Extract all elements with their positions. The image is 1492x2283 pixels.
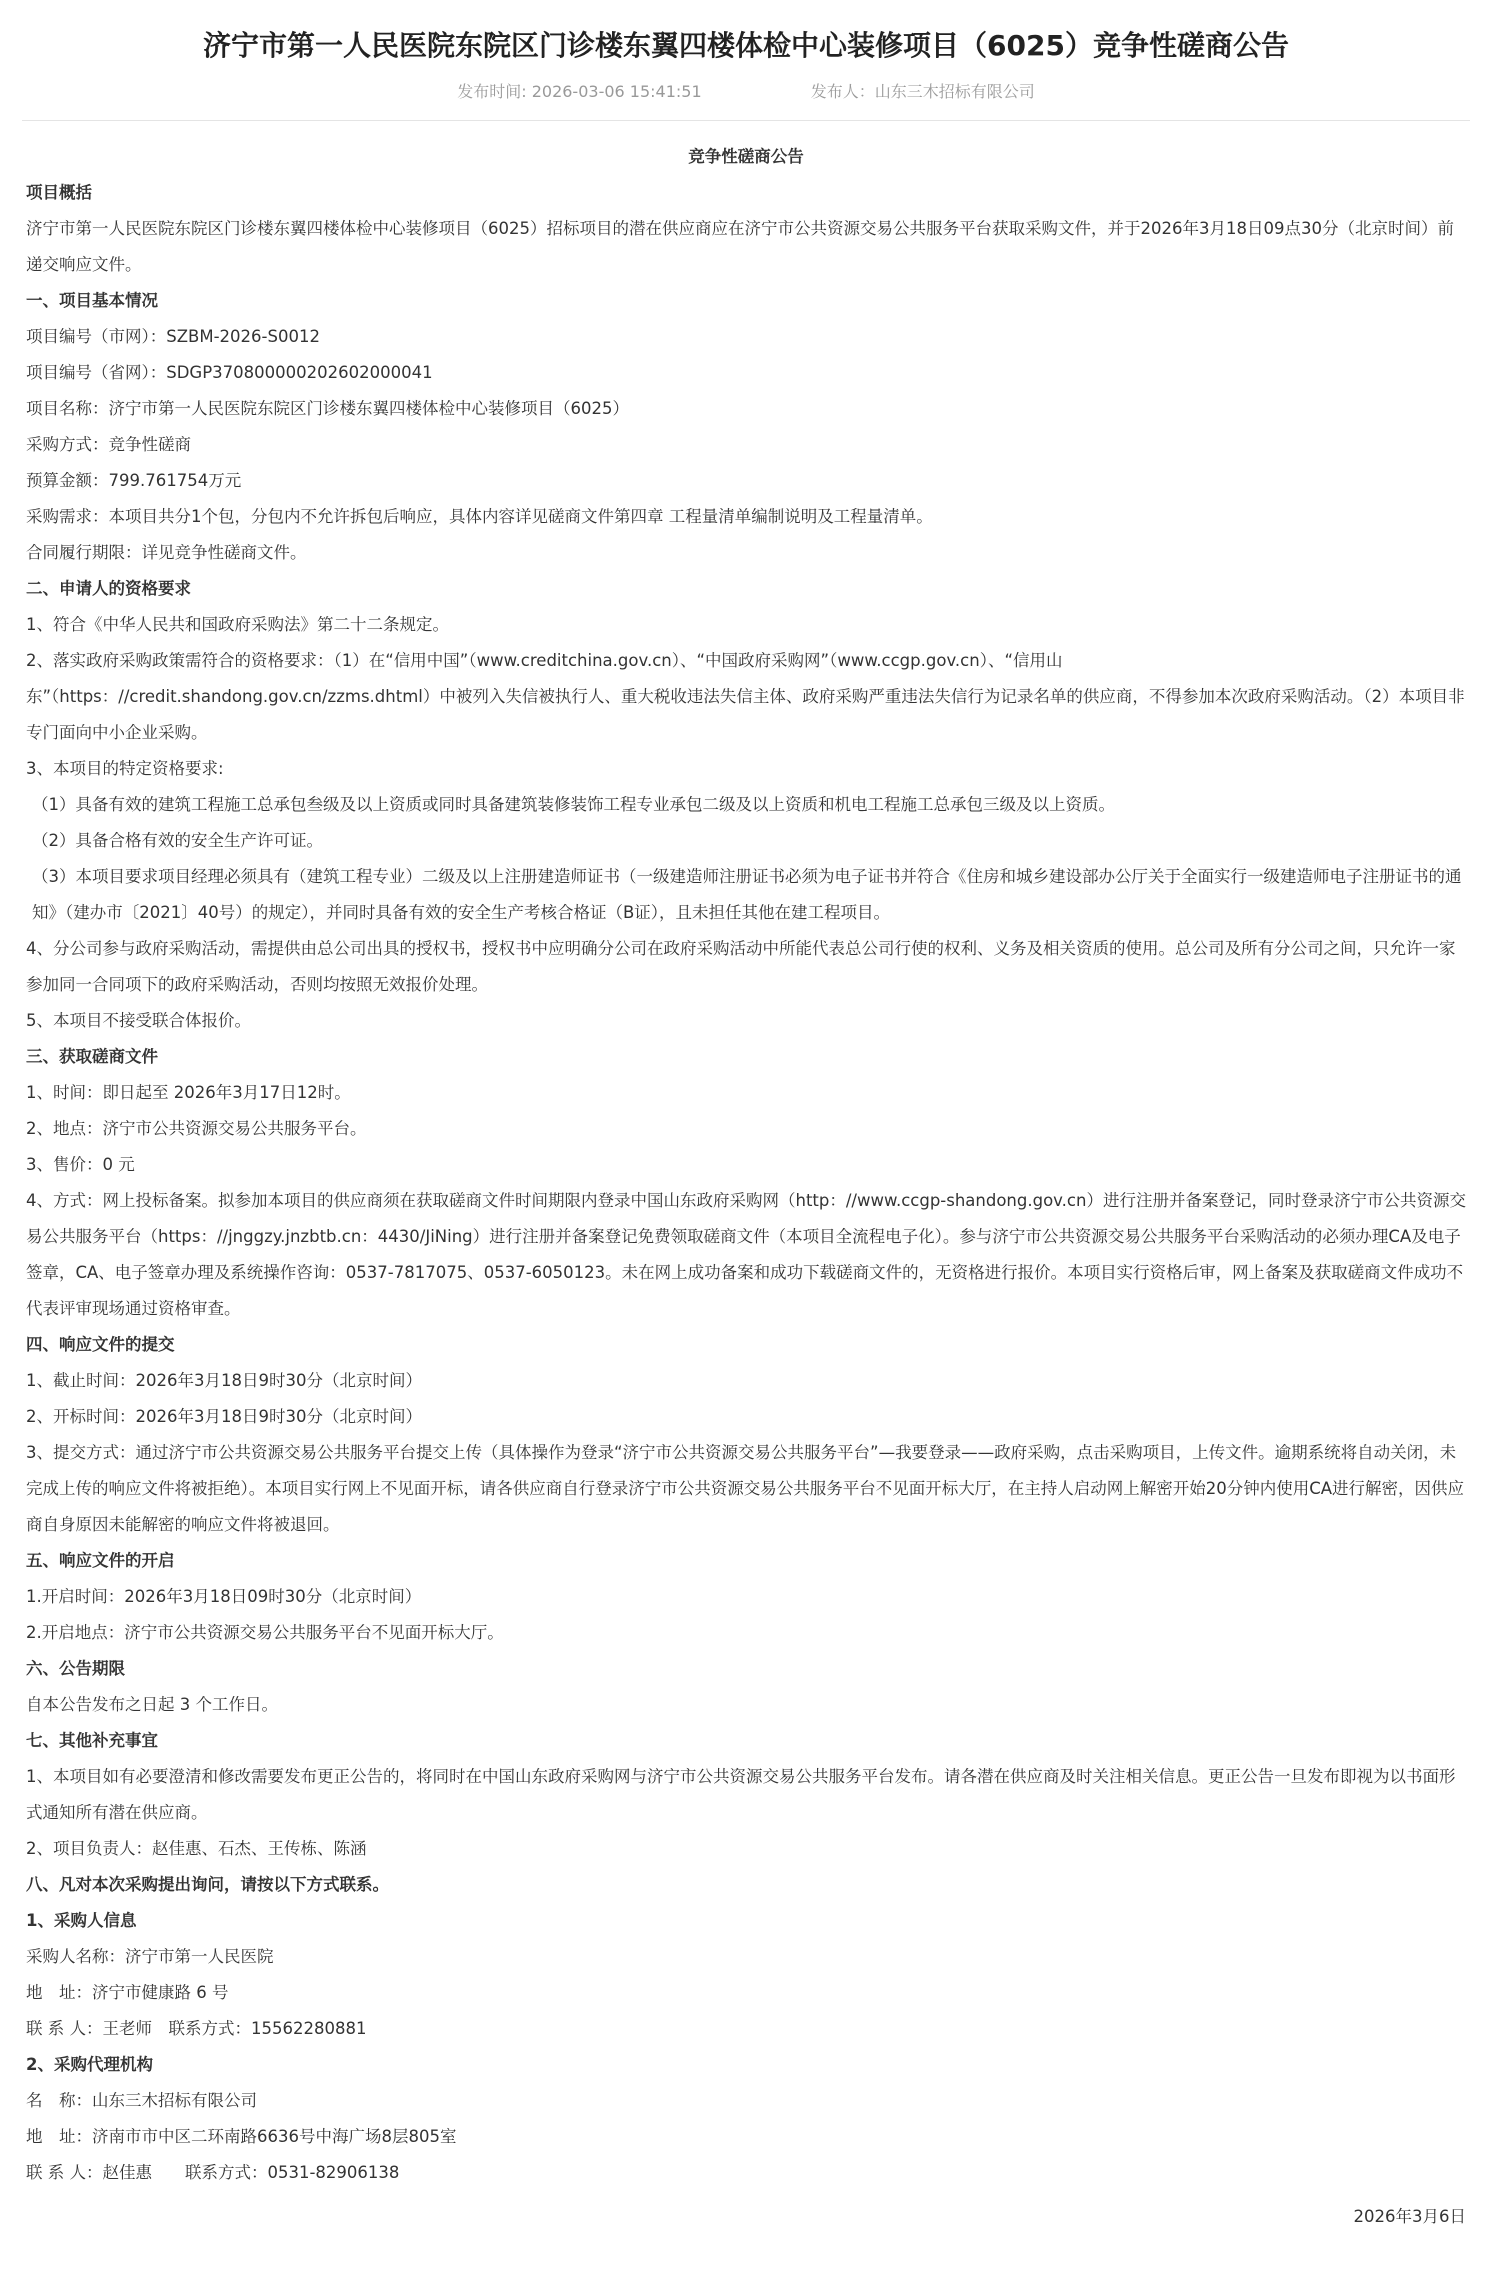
purchaser-contact: 联 系 人：王老师 联系方式：15562280881 xyxy=(26,2019,367,2038)
paragraph: 1.开启时间：2026年3月18日09时30分（北京时间） xyxy=(26,1587,422,1606)
contract-period: 合同履行期限：详见竞争性磋商文件。 xyxy=(26,543,307,562)
paragraph: 3、售价：0 元 xyxy=(26,1155,135,1174)
paragraph: 1、截止时间：2026年3月18日9时30分（北京时间） xyxy=(26,1371,422,1390)
paragraph: 4、分公司参与政府采购活动，需提供由总公司出具的授权书，授权书中应明确分公司在政府采购活动中所能代表总公司行使的权利、义务及相关资质的使用。总公司及所有分公司之间，只允许一家参加同一合同项下的政府采购活动，否则均按照无效报价处理。 xyxy=(26,939,1456,994)
section-heading: 六、公告期限 xyxy=(26,1659,125,1678)
subsection-heading: 1、采购人信息 xyxy=(26,1911,137,1930)
section-heading: 四、响应文件的提交 xyxy=(26,1335,175,1354)
publisher: 发布人：山东三木招标有限公司 xyxy=(810,82,1035,101)
doc-subtitle: 竞争性磋商公告 xyxy=(688,147,804,166)
purchaser-address: 地 址：济宁市健康路 6 号 xyxy=(26,1983,229,2002)
paragraph: 自本公告发布之日起 3 个工作日。 xyxy=(26,1695,278,1714)
page-title: 济宁市第一人民医院东院区门诊楼东翼四楼体检中心装修项目（6025）竞争性磋商公告 xyxy=(203,29,1289,62)
meta-bar xyxy=(22,78,1470,106)
doc-content xyxy=(22,175,1470,2191)
project-code-city: 项目编号（市网）：SZBM-2026-S0012 xyxy=(26,327,320,346)
section-heading: 三、获取磋商文件 xyxy=(26,1047,158,1066)
paragraph: （1）具备有效的建筑工程施工总承包叁级及以上资质或同时具备建筑装修装饰工程专业承包二级及以上资质和机电工程施工总承包三级及以上资质。 xyxy=(32,795,1115,814)
paragraph: 2.开启地点：济宁市公共资源交易公共服务平台不见面开标大厅。 xyxy=(26,1623,504,1642)
paragraph: 1、本项目如有必要澄清和修改需要发布更正公告的，将同时在中国山东政府采购网与济宁市公共资源交易公共服务平台发布。请各潜在供应商及时关注相关信息。更正公告一旦发布即视为以书面形式通知所有潜在供应商。 xyxy=(26,1767,1456,1822)
paragraph: 2、开标时间：2026年3月18日9时30分（北京时间） xyxy=(26,1407,422,1426)
paragraph: 3、提交方式：通过济宁市公共资源交易公共服务平台提交上传（具体操作为登录“济宁市公共资源交易公共服务平台”—我要登录——政府采购，点击采购项目，上传文件。逾期系统将自动关闭，未完成上传的响应文件将被拒绝）。本项目实行网上不见面开标，请各供应商自行登录济宁市公共资源交易公共服务平台不见面开标大厅，在主持人启动网上解密开始20分钟内使用CA进行解密，因供应商自身原因未能解密的响应文件将被退回。 xyxy=(26,1443,1465,1534)
announcement-page xyxy=(22,0,1470,2235)
paragraph: 5、本项目不接受联合体报价。 xyxy=(26,1011,251,1030)
paragraph: 1、符合《中华人民共和国政府采购法》第二十二条规定。 xyxy=(26,615,449,634)
project-code-province: 项目编号（省网）：SDGP370800000202602000041 xyxy=(26,363,433,382)
paragraph: （2）具备合格有效的安全生产许可证。 xyxy=(32,831,323,850)
paragraph: （3）本项目要求项目经理必须具有（建筑工程专业）二级及以上注册建造师证书（一级建造师注册证书必须为电子证书并符合《住房和城乡建设部办公厅关于全面实行一级建造师电子注册证书的通知》（建办市〔2021〕40号）的规定），并同时具备有效的安全生产考核合格证（B证），且未担任其他在建工程项目。 xyxy=(32,867,1462,922)
section-heading: 二、申请人的资格要求 xyxy=(26,579,191,598)
section-heading: 七、其他补充事宜 xyxy=(26,1731,158,1750)
agency-name: 名 称：山东三木招标有限公司 xyxy=(26,2091,257,2110)
agency-contact: 联 系 人：赵佳惠 联系方式：0531-82906138 xyxy=(26,2163,400,2182)
section-heading: 八、凡对本次采购提出询问，请按以下方式联系。 xyxy=(26,1875,389,1894)
paragraph: 4、方式：网上投标备案。拟参加本项目的供应商须在获取磋商文件时间期限内登录中国山东政府采购网（http：//www.ccgp-shandong.gov.cn）进行注册并备案登记，同时登录济宁市公共资源交易公共服务平台（https：//jnggzy.jnzbtb.cn：4430/JiNing）进行注册并备案登记免费领取磋商文件（本项目全流程电子化）。参与济宁市公共资源交易公共服务平台采购活动的必须办理CA及电子签章，CA、电子签章办理及系统操作咨询：0537-7817075、0537-6050123。未在网上成功备案和成功下载磋商文件的，无资格进行报价。本项目实行资格后审，网上备案及获取磋商文件成功不代表评审现场通过资格审查。 xyxy=(26,1191,1466,1318)
publish-time: 发布时间: 2026-03-06 15:41:51 xyxy=(457,82,702,101)
budget-amount: 预算金额：799.761754万元 xyxy=(26,471,242,490)
paragraph: 2、地点：济宁市公共资源交易公共服务平台。 xyxy=(26,1119,367,1138)
section-heading: 一、项目基本情况 xyxy=(26,291,158,310)
section-heading: 五、响应文件的开启 xyxy=(26,1551,175,1570)
paragraph: 济宁市第一人民医院东院区门诊楼东翼四楼体检中心装修项目（6025）招标项目的潜在供应商应在济宁市公共资源交易公共服务平台获取采购文件，并于2026年3月18日09点30分（北京时间）前递交响应文件。 xyxy=(26,219,1454,274)
section-heading: 项目概括 xyxy=(26,183,92,202)
paragraph: 2、落实政府采购政策需符合的资格要求：（1）在“信用中国”（www.creditchina.gov.cn）、“中国政府采购网”（www.ccgp.gov.cn）、“信用山东”（https：//credit.shandong.gov.cn/zzms.dhtml）中被列入失信被执行人、重大税收违法失信主体、政府采购严重违法失信行为记录名单的供应商，不得参加本次政府采购活动。（2）本项目非专门面向中小企业采购。 xyxy=(26,651,1465,742)
title-divider xyxy=(22,120,1470,121)
agency-address: 地 址：济南市市中区二环南路6636号中海广场8层805室 xyxy=(26,2127,457,2146)
paragraph: 1、时间：即日起至 2026年3月17日12时。 xyxy=(26,1083,351,1102)
paragraph: 3、本项目的特定资格要求: xyxy=(26,759,224,778)
procurement-demand: 采购需求：本项目共分1个包，分包内不允许拆包后响应，具体内容详见磋商文件第四章 工程量清单编制说明及工程量清单。 xyxy=(26,507,933,526)
subsection-heading: 2、采购代理机构 xyxy=(26,2055,153,2074)
project-name: 项目名称：济宁市第一人民医院东院区门诊楼东翼四楼体检中心装修项目（6025） xyxy=(26,399,629,418)
procurement-method: 采购方式：竞争性磋商 xyxy=(26,435,191,454)
paragraph: 2、项目负责人：赵佳惠、石杰、王传栋、陈涵 xyxy=(26,1839,367,1858)
signature-date: 2026年3月6日 xyxy=(1353,2207,1466,2226)
purchaser-name: 采购人名称：济宁市第一人民医院 xyxy=(26,1947,274,1966)
